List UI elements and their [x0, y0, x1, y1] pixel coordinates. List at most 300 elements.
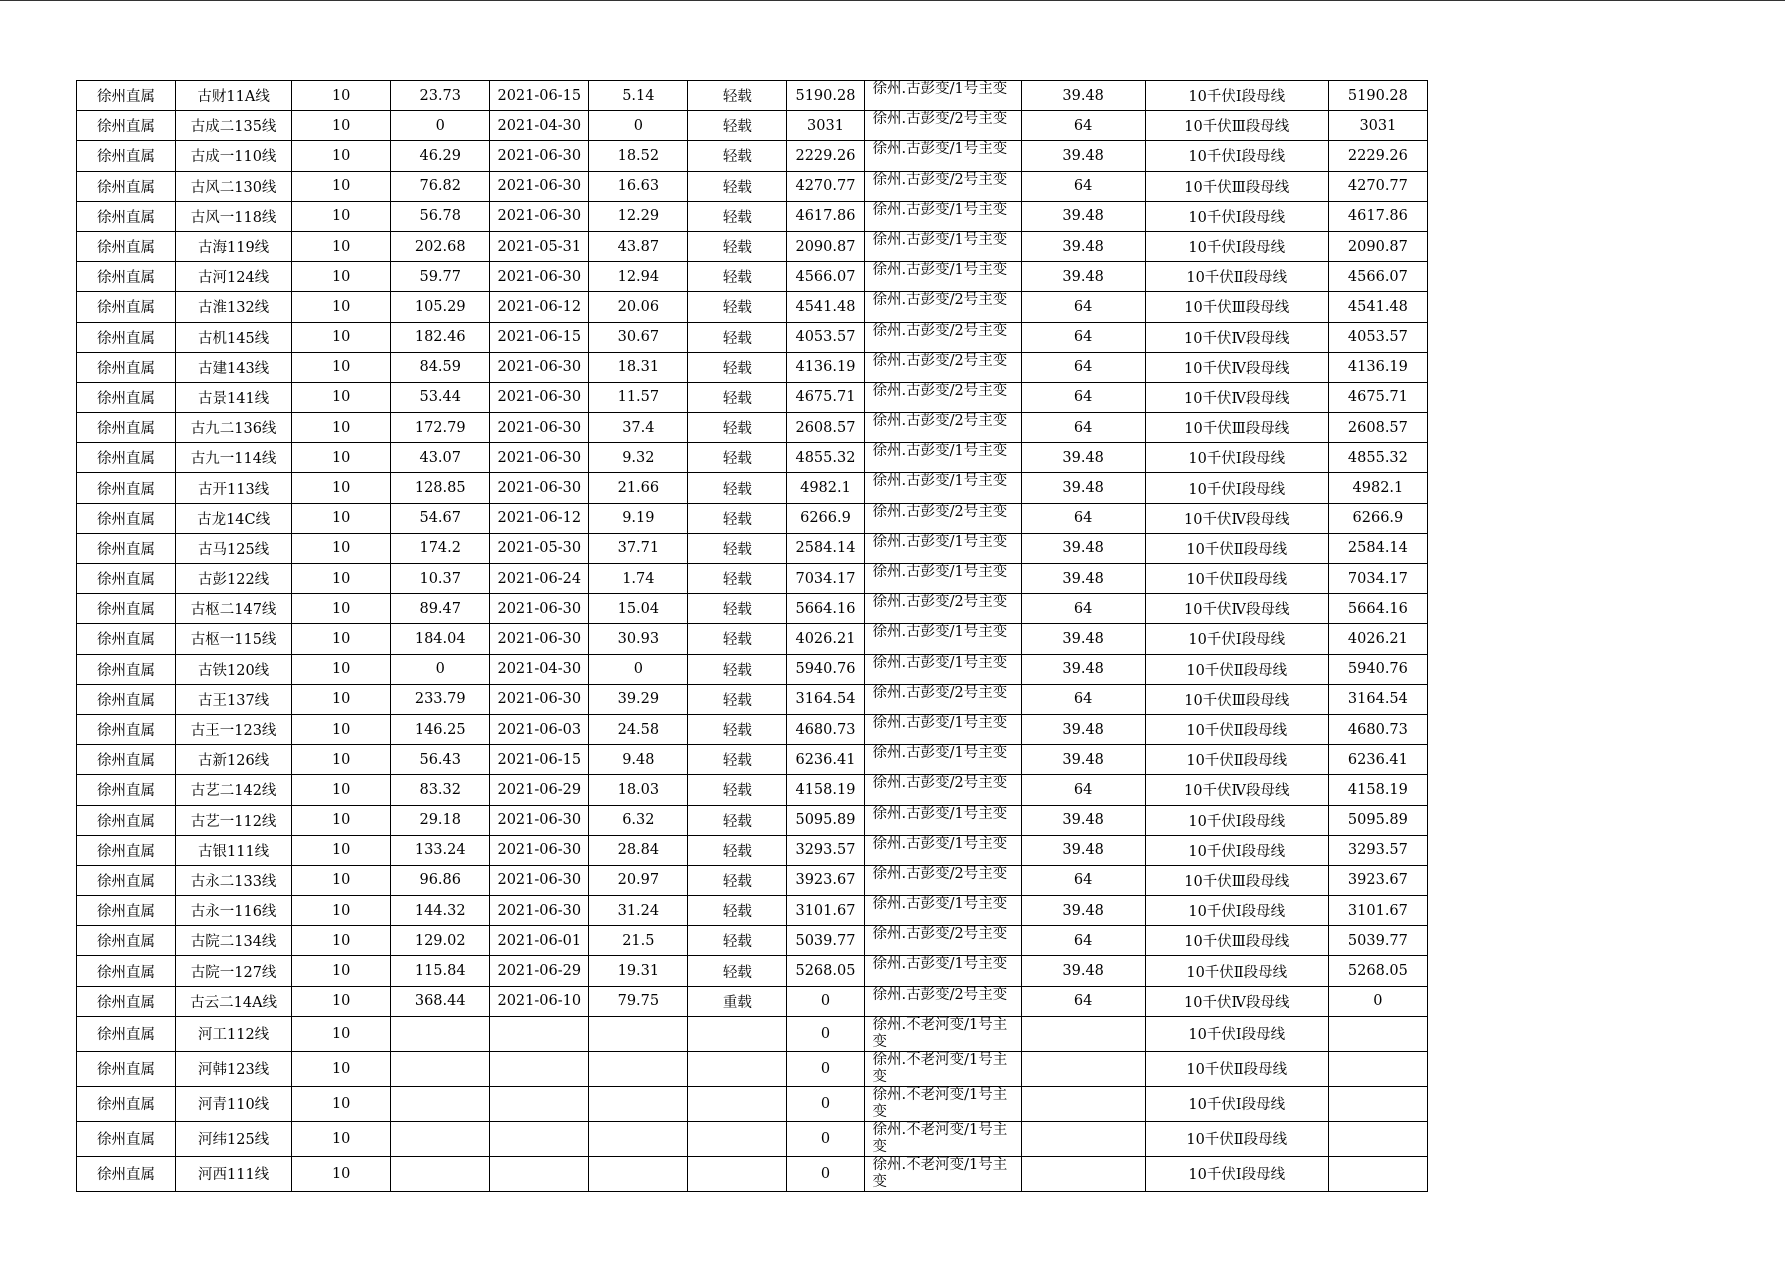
voltage-cell: 10: [292, 201, 391, 231]
load-rate-cell: 18.31: [589, 352, 688, 382]
load-status-cell: 轻载: [688, 714, 787, 744]
current-cell: 174.2: [391, 533, 490, 563]
voltage-cell: 10: [292, 81, 391, 111]
unit-cell: 徐州直属: [77, 262, 176, 292]
line-name-cell: 河工112线: [176, 1016, 292, 1051]
remaining-capacity-cell: 3923.67: [1328, 865, 1427, 895]
date-cell: 2021-06-03: [490, 714, 589, 744]
table-row: [77, 564, 1428, 594]
remaining-capacity-cell: 3164.54: [1328, 684, 1427, 714]
date-cell: 2021-06-29: [490, 775, 589, 805]
transformer-load-cell: 39.48: [1021, 141, 1145, 171]
date-cell: 2021-06-15: [490, 81, 589, 111]
substation-cell: 徐州.古彭变/1号主变: [864, 443, 1021, 473]
capacity-cell: 5095.89: [787, 805, 864, 835]
voltage-cell: 10: [292, 896, 391, 926]
load-rate-cell: [589, 1016, 688, 1051]
load-rate-cell: 31.24: [589, 896, 688, 926]
load-status-cell: 轻载: [688, 835, 787, 865]
voltage-cell: 10: [292, 352, 391, 382]
remaining-capacity-cell: 3293.57: [1328, 835, 1427, 865]
voltage-cell: 10: [292, 1156, 391, 1191]
current-cell: 53.44: [391, 382, 490, 412]
table-row: [77, 443, 1428, 473]
substation-cell: 徐州.古彭变/1号主变: [864, 805, 1021, 835]
voltage-cell: 10: [292, 413, 391, 443]
load-rate-cell: 18.52: [589, 141, 688, 171]
load-rate-cell: 18.03: [589, 775, 688, 805]
substation-cell: 徐州.古彭变/1号主变: [864, 473, 1021, 503]
unit-cell: 徐州直属: [77, 865, 176, 895]
current-cell: 172.79: [391, 413, 490, 443]
voltage-cell: 10: [292, 684, 391, 714]
date-cell: 2021-06-29: [490, 956, 589, 986]
load-rate-cell: 9.19: [589, 503, 688, 533]
unit-cell: 徐州直属: [77, 473, 176, 503]
date-cell: 2021-06-30: [490, 443, 589, 473]
load-rate-cell: [589, 1051, 688, 1086]
table-row: [77, 231, 1428, 261]
busbar-cell: 10千伏Ⅲ段母线: [1145, 171, 1328, 201]
busbar-cell: 10千伏Ⅱ段母线: [1145, 654, 1328, 684]
voltage-cell: 10: [292, 624, 391, 654]
transformer-load-cell: 39.48: [1021, 745, 1145, 775]
date-cell: 2021-06-01: [490, 926, 589, 956]
current-cell: 368.44: [391, 986, 490, 1016]
unit-cell: 徐州直属: [77, 926, 176, 956]
table-row: [77, 1051, 1428, 1086]
unit-cell: 徐州直属: [77, 1086, 176, 1121]
voltage-cell: 10: [292, 473, 391, 503]
busbar-cell: 10千伏Ⅰ段母线: [1145, 201, 1328, 231]
transformer-load-cell: [1021, 1086, 1145, 1121]
busbar-cell: 10千伏Ⅱ段母线: [1145, 533, 1328, 563]
unit-cell: 徐州直属: [77, 503, 176, 533]
unit-cell: 徐州直属: [77, 352, 176, 382]
substation-cell: 徐州.古彭变/2号主变: [864, 926, 1021, 956]
remaining-capacity-cell: [1328, 1156, 1427, 1191]
line-name-cell: 古龙14C线: [176, 503, 292, 533]
voltage-cell: 10: [292, 805, 391, 835]
substation-cell: 徐州.不老河变/1号主变: [864, 1051, 1021, 1086]
voltage-cell: 10: [292, 533, 391, 563]
current-cell: [391, 1086, 490, 1121]
voltage-cell: 10: [292, 292, 391, 322]
table-row: [77, 865, 1428, 895]
unit-cell: 徐州直属: [77, 292, 176, 322]
current-cell: [391, 1016, 490, 1051]
substation-cell: 徐州.古彭变/1号主变: [864, 714, 1021, 744]
table-row: [77, 322, 1428, 352]
substation-cell: 徐州.古彭变/1号主变: [864, 201, 1021, 231]
load-status-cell: 轻载: [688, 111, 787, 141]
capacity-cell: 4617.86: [787, 201, 864, 231]
date-cell: 2021-06-30: [490, 865, 589, 895]
unit-cell: 徐州直属: [77, 1016, 176, 1051]
transformer-load-cell: 64: [1021, 503, 1145, 533]
transformer-load-cell: 64: [1021, 111, 1145, 141]
capacity-cell: 2229.26: [787, 141, 864, 171]
current-cell: 233.79: [391, 684, 490, 714]
unit-cell: 徐州直属: [77, 322, 176, 352]
date-cell: 2021-06-12: [490, 292, 589, 322]
voltage-cell: 10: [292, 141, 391, 171]
remaining-capacity-cell: 4026.21: [1328, 624, 1427, 654]
load-rate-cell: 1.74: [589, 564, 688, 594]
load-status-cell: 轻载: [688, 654, 787, 684]
load-rate-cell: 43.87: [589, 231, 688, 261]
capacity-cell: 5664.16: [787, 594, 864, 624]
load-rate-cell: 24.58: [589, 714, 688, 744]
transformer-load-cell: 64: [1021, 413, 1145, 443]
unit-cell: 徐州直属: [77, 564, 176, 594]
table-row: [77, 775, 1428, 805]
table-row: [77, 654, 1428, 684]
unit-cell: 徐州直属: [77, 775, 176, 805]
substation-cell: 徐州.古彭变/1号主变: [864, 81, 1021, 111]
capacity-cell: 4053.57: [787, 322, 864, 352]
load-status-cell: 轻载: [688, 865, 787, 895]
line-name-cell: 古景141线: [176, 382, 292, 412]
remaining-capacity-cell: 5190.28: [1328, 81, 1427, 111]
line-name-cell: 古新126线: [176, 745, 292, 775]
busbar-cell: 10千伏Ⅳ段母线: [1145, 986, 1328, 1016]
load-rate-cell: 6.32: [589, 805, 688, 835]
substation-cell: 徐州.古彭变/1号主变: [864, 745, 1021, 775]
unit-cell: 徐州直属: [77, 443, 176, 473]
substation-cell: 徐州.古彭变/2号主变: [864, 322, 1021, 352]
line-name-cell: 河西111线: [176, 1156, 292, 1191]
line-name-cell: 古枢二147线: [176, 594, 292, 624]
date-cell: 2021-06-30: [490, 262, 589, 292]
load-status-cell: [688, 1016, 787, 1051]
unit-cell: 徐州直属: [77, 1121, 176, 1156]
line-name-cell: 古九一114线: [176, 443, 292, 473]
transformer-load-cell: 39.48: [1021, 443, 1145, 473]
busbar-cell: 10千伏Ⅱ段母线: [1145, 1051, 1328, 1086]
current-cell: 133.24: [391, 835, 490, 865]
table-row: [77, 111, 1428, 141]
busbar-cell: 10千伏Ⅲ段母线: [1145, 926, 1328, 956]
unit-cell: 徐州直属: [77, 141, 176, 171]
table-row: [77, 201, 1428, 231]
substation-cell: 徐州.古彭变/1号主变: [864, 956, 1021, 986]
transformer-load-cell: [1021, 1121, 1145, 1156]
capacity-cell: 2090.87: [787, 231, 864, 261]
substation-cell: 徐州.古彭变/1号主变: [864, 624, 1021, 654]
capacity-cell: 4855.32: [787, 443, 864, 473]
table-row: [77, 292, 1428, 322]
load-status-cell: 轻载: [688, 201, 787, 231]
capacity-cell: 4566.07: [787, 262, 864, 292]
unit-cell: 徐州直属: [77, 81, 176, 111]
voltage-cell: 10: [292, 382, 391, 412]
load-rate-cell: 21.66: [589, 473, 688, 503]
transformer-load-cell: 39.48: [1021, 231, 1145, 261]
table-row: [77, 503, 1428, 533]
date-cell: 2021-06-15: [490, 745, 589, 775]
substation-cell: 徐州.古彭变/2号主变: [864, 413, 1021, 443]
load-rate-cell: 0: [589, 111, 688, 141]
voltage-cell: 10: [292, 775, 391, 805]
table-row: [77, 714, 1428, 744]
current-cell: 202.68: [391, 231, 490, 261]
voltage-cell: 10: [292, 654, 391, 684]
voltage-cell: 10: [292, 443, 391, 473]
busbar-cell: 10千伏Ⅳ段母线: [1145, 322, 1328, 352]
current-cell: 129.02: [391, 926, 490, 956]
table-row: [77, 594, 1428, 624]
current-cell: 84.59: [391, 352, 490, 382]
unit-cell: 徐州直属: [77, 896, 176, 926]
table-row: [77, 835, 1428, 865]
line-name-cell: 古王一123线: [176, 714, 292, 744]
load-status-cell: 轻载: [688, 292, 787, 322]
substation-cell: 徐州.古彭变/1号主变: [864, 564, 1021, 594]
table-row: [77, 382, 1428, 412]
load-status-cell: 轻载: [688, 564, 787, 594]
transformer-load-cell: 39.48: [1021, 714, 1145, 744]
load-rate-cell: 21.5: [589, 926, 688, 956]
date-cell: 2021-06-30: [490, 805, 589, 835]
load-rate-cell: 12.29: [589, 201, 688, 231]
busbar-cell: 10千伏Ⅰ段母线: [1145, 141, 1328, 171]
feeder-load-table: [76, 80, 1428, 1192]
voltage-cell: 10: [292, 1016, 391, 1051]
line-name-cell: 河纬125线: [176, 1121, 292, 1156]
table-row: [77, 1086, 1428, 1121]
line-name-cell: 古艺二142线: [176, 775, 292, 805]
current-cell: 144.32: [391, 896, 490, 926]
line-name-cell: 古枢一115线: [176, 624, 292, 654]
current-cell: 0: [391, 111, 490, 141]
capacity-cell: 3164.54: [787, 684, 864, 714]
line-name-cell: 古艺一112线: [176, 805, 292, 835]
current-cell: 46.29: [391, 141, 490, 171]
capacity-cell: 7034.17: [787, 564, 864, 594]
capacity-cell: 3031: [787, 111, 864, 141]
remaining-capacity-cell: [1328, 1016, 1427, 1051]
unit-cell: 徐州直属: [77, 624, 176, 654]
busbar-cell: 10千伏Ⅰ段母线: [1145, 1156, 1328, 1191]
capacity-cell: 5268.05: [787, 956, 864, 986]
capacity-cell: 5940.76: [787, 654, 864, 684]
capacity-cell: 4680.73: [787, 714, 864, 744]
substation-cell: 徐州.古彭变/1号主变: [864, 896, 1021, 926]
busbar-cell: 10千伏Ⅰ段母线: [1145, 624, 1328, 654]
voltage-cell: 10: [292, 564, 391, 594]
load-status-cell: 轻载: [688, 81, 787, 111]
remaining-capacity-cell: 6266.9: [1328, 503, 1427, 533]
date-cell: 2021-06-12: [490, 503, 589, 533]
current-cell: 83.32: [391, 775, 490, 805]
line-name-cell: 古铁120线: [176, 654, 292, 684]
load-rate-cell: 9.32: [589, 443, 688, 473]
transformer-load-cell: 39.48: [1021, 564, 1145, 594]
unit-cell: 徐州直属: [77, 231, 176, 261]
load-rate-cell: 12.94: [589, 262, 688, 292]
load-status-cell: [688, 1086, 787, 1121]
capacity-cell: 3293.57: [787, 835, 864, 865]
load-rate-cell: 30.93: [589, 624, 688, 654]
load-status-cell: 轻载: [688, 382, 787, 412]
load-status-cell: 轻载: [688, 533, 787, 563]
current-cell: [391, 1121, 490, 1156]
load-status-cell: 轻载: [688, 956, 787, 986]
current-cell: 115.84: [391, 956, 490, 986]
date-cell: 2021-06-30: [490, 382, 589, 412]
table-row: [77, 684, 1428, 714]
substation-cell: 徐州.不老河变/1号主变: [864, 1156, 1021, 1191]
substation-cell: 徐州.古彭变/2号主变: [864, 684, 1021, 714]
busbar-cell: 10千伏Ⅰ段母线: [1145, 473, 1328, 503]
load-status-cell: 轻载: [688, 594, 787, 624]
capacity-cell: 4136.19: [787, 352, 864, 382]
voltage-cell: 10: [292, 503, 391, 533]
remaining-capacity-cell: 2608.57: [1328, 413, 1427, 443]
busbar-cell: 10千伏Ⅱ段母线: [1145, 714, 1328, 744]
line-name-cell: 古银111线: [176, 835, 292, 865]
remaining-capacity-cell: 6236.41: [1328, 745, 1427, 775]
unit-cell: 徐州直属: [77, 1156, 176, 1191]
remaining-capacity-cell: 4855.32: [1328, 443, 1427, 473]
current-cell: 56.78: [391, 201, 490, 231]
busbar-cell: 10千伏Ⅱ段母线: [1145, 745, 1328, 775]
busbar-cell: 10千伏Ⅰ段母线: [1145, 805, 1328, 835]
substation-cell: 徐州.古彭变/1号主变: [864, 835, 1021, 865]
load-rate-cell: 79.75: [589, 986, 688, 1016]
busbar-cell: 10千伏Ⅰ段母线: [1145, 231, 1328, 261]
date-cell: 2021-04-30: [490, 654, 589, 684]
capacity-cell: 0: [787, 1156, 864, 1191]
substation-cell: 徐州.古彭变/2号主变: [864, 352, 1021, 382]
load-status-cell: 轻载: [688, 473, 787, 503]
transformer-load-cell: 64: [1021, 382, 1145, 412]
line-name-cell: 古云二14A线: [176, 986, 292, 1016]
load-status-cell: 轻载: [688, 503, 787, 533]
voltage-cell: 10: [292, 865, 391, 895]
unit-cell: 徐州直属: [77, 533, 176, 563]
table-row: [77, 352, 1428, 382]
load-status-cell: 轻载: [688, 141, 787, 171]
load-status-cell: 轻载: [688, 262, 787, 292]
unit-cell: 徐州直属: [77, 171, 176, 201]
load-rate-cell: 5.14: [589, 81, 688, 111]
transformer-load-cell: 39.48: [1021, 533, 1145, 563]
load-status-cell: 轻载: [688, 805, 787, 835]
substation-cell: 徐州.古彭变/2号主变: [864, 986, 1021, 1016]
remaining-capacity-cell: 2229.26: [1328, 141, 1427, 171]
table-row: [77, 1121, 1428, 1156]
table-row: [77, 926, 1428, 956]
current-cell: 10.37: [391, 564, 490, 594]
transformer-load-cell: 64: [1021, 171, 1145, 201]
capacity-cell: 4026.21: [787, 624, 864, 654]
load-rate-cell: 37.71: [589, 533, 688, 563]
load-rate-cell: 11.57: [589, 382, 688, 412]
capacity-cell: 0: [787, 1086, 864, 1121]
busbar-cell: 10千伏Ⅱ段母线: [1145, 1121, 1328, 1156]
busbar-cell: 10千伏Ⅰ段母线: [1145, 835, 1328, 865]
table-body: [77, 81, 1428, 1192]
load-status-cell: 轻载: [688, 322, 787, 352]
load-status-cell: 轻载: [688, 926, 787, 956]
busbar-cell: 10千伏Ⅳ段母线: [1145, 352, 1328, 382]
unit-cell: 徐州直属: [77, 805, 176, 835]
line-name-cell: 古彭122线: [176, 564, 292, 594]
load-status-cell: 重载: [688, 986, 787, 1016]
unit-cell: 徐州直属: [77, 654, 176, 684]
substation-cell: 徐州.古彭变/2号主变: [864, 171, 1021, 201]
current-cell: 54.67: [391, 503, 490, 533]
current-cell: 56.43: [391, 745, 490, 775]
date-cell: 2021-06-15: [490, 322, 589, 352]
line-name-cell: 古财11A线: [176, 81, 292, 111]
remaining-capacity-cell: 2584.14: [1328, 533, 1427, 563]
unit-cell: 徐州直属: [77, 1051, 176, 1086]
date-cell: 2021-06-30: [490, 201, 589, 231]
remaining-capacity-cell: 3031: [1328, 111, 1427, 141]
busbar-cell: 10千伏Ⅰ段母线: [1145, 443, 1328, 473]
voltage-cell: 10: [292, 745, 391, 775]
busbar-cell: 10千伏Ⅳ段母线: [1145, 775, 1328, 805]
unit-cell: 徐州直属: [77, 745, 176, 775]
substation-cell: 徐州.古彭变/2号主变: [864, 292, 1021, 322]
date-cell: 2021-06-30: [490, 352, 589, 382]
busbar-cell: 10千伏Ⅰ段母线: [1145, 896, 1328, 926]
substation-cell: 徐州.古彭变/1号主变: [864, 533, 1021, 563]
table-row: [77, 745, 1428, 775]
unit-cell: 徐州直属: [77, 835, 176, 865]
busbar-cell: 10千伏Ⅱ段母线: [1145, 262, 1328, 292]
remaining-capacity-cell: 4136.19: [1328, 352, 1427, 382]
date-cell: 2021-06-30: [490, 141, 589, 171]
transformer-load-cell: [1021, 1156, 1145, 1191]
current-cell: 105.29: [391, 292, 490, 322]
date-cell: [490, 1156, 589, 1191]
load-rate-cell: [589, 1086, 688, 1121]
date-cell: 2021-05-30: [490, 533, 589, 563]
current-cell: 59.77: [391, 262, 490, 292]
line-name-cell: 古马125线: [176, 533, 292, 563]
voltage-cell: 10: [292, 835, 391, 865]
load-rate-cell: 9.48: [589, 745, 688, 775]
load-status-cell: 轻载: [688, 684, 787, 714]
transformer-load-cell: 39.48: [1021, 262, 1145, 292]
capacity-cell: 0: [787, 1051, 864, 1086]
table-row: [77, 473, 1428, 503]
line-name-cell: 古风二130线: [176, 171, 292, 201]
substation-cell: 徐州.不老河变/1号主变: [864, 1121, 1021, 1156]
remaining-capacity-cell: 2090.87: [1328, 231, 1427, 261]
line-name-cell: 古永一116线: [176, 896, 292, 926]
remaining-capacity-cell: 5664.16: [1328, 594, 1427, 624]
remaining-capacity-cell: 7034.17: [1328, 564, 1427, 594]
page-top-border: [0, 0, 1785, 1]
transformer-load-cell: 64: [1021, 986, 1145, 1016]
transformer-load-cell: 64: [1021, 594, 1145, 624]
load-status-cell: 轻载: [688, 443, 787, 473]
current-cell: 146.25: [391, 714, 490, 744]
busbar-cell: 10千伏Ⅳ段母线: [1145, 382, 1328, 412]
load-status-cell: 轻载: [688, 171, 787, 201]
current-cell: 43.07: [391, 443, 490, 473]
capacity-cell: 5190.28: [787, 81, 864, 111]
voltage-cell: 10: [292, 1086, 391, 1121]
remaining-capacity-cell: 4158.19: [1328, 775, 1427, 805]
substation-cell: 徐州.古彭变/2号主变: [864, 503, 1021, 533]
busbar-cell: 10千伏Ⅳ段母线: [1145, 503, 1328, 533]
